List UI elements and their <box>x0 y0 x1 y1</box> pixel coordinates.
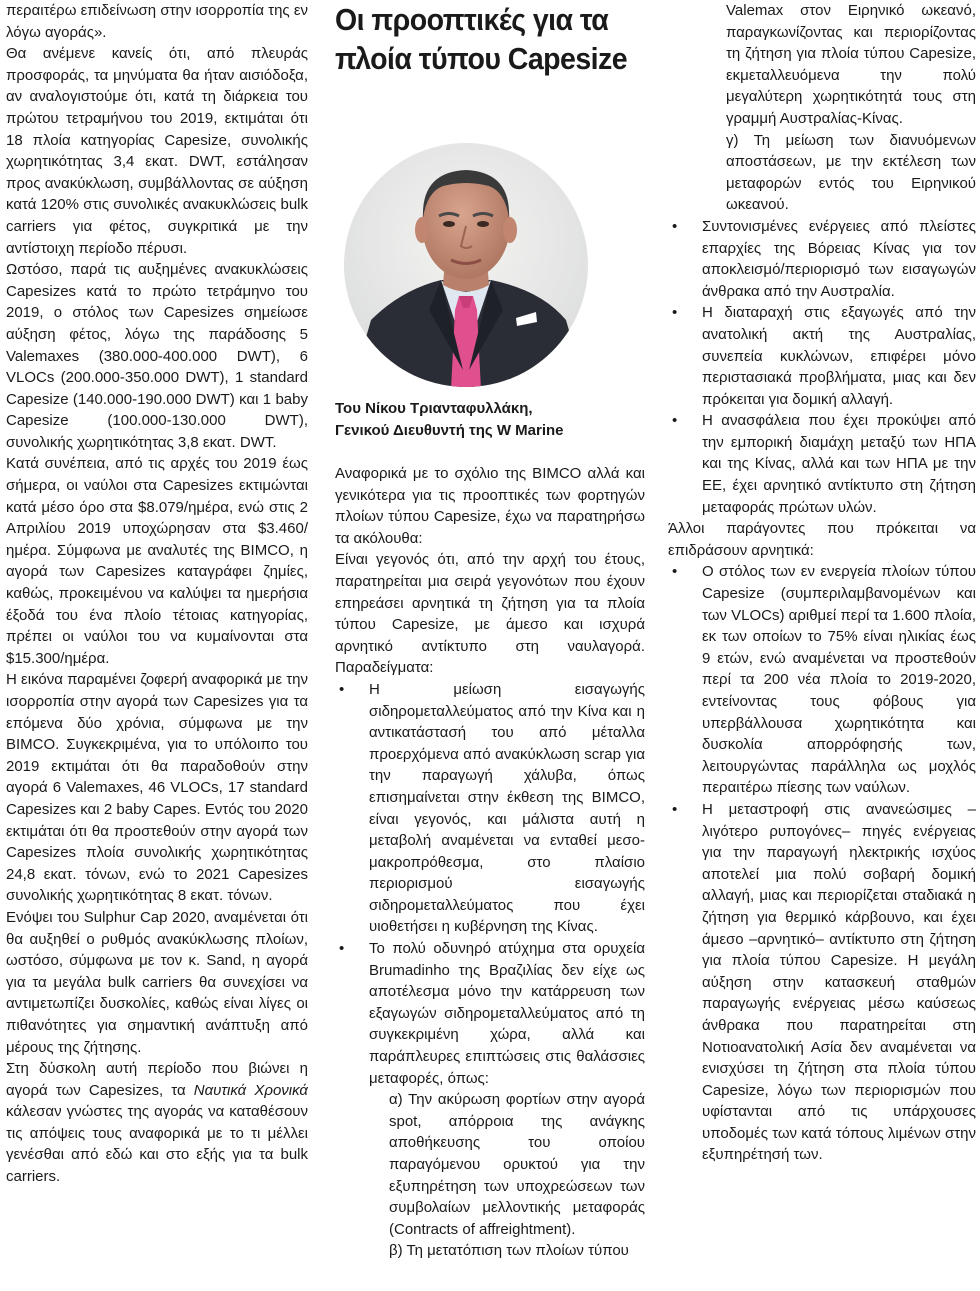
paragraph: Αναφορικά με το σχόλιο της BIMCO αλλά και γενικότερα για τις προοπτικές των φορτηγών πλοίων τύπου Capesize, έχω να παρατηρήσω τα ακόλουθα: <box>335 465 645 547</box>
paragraph: Είναι γεγονός ότι, από την αρχή του έτους, παρατηρείται μια σειρά γεγονότων που έχουν επηρεάσει αρνητικά τη ζήτηση για τα πλοία τύπου Capesize, με άμεσο και ισχυρά αρνητικό αντίκτυπο στη ναυλαγορά. Παραδείγματα: <box>335 551 645 677</box>
list-item: • Η μείωση εισαγωγής σιδηρομεταλλεύματος από την Κίνα και η αντικατάστασή του από μέταλλα προερχόμενα από ανακύκλωση scrap για την παραγωγή χάλυβα, όπως επισημαίνεται στην έκθεση της BIMCO, είναι γεγονός, και μάλιστα αυτή η μεταβολή αναμένεται να ενταθεί μεσο-μακροπρόθεσμα, στο πλαίσιο περιορισμού εισαγωγής σιδηρομεταλλεύματος που έχει υιοθετήσει η κυβέρνηση της Κίνας. <box>335 679 645 938</box>
bullet-list <box>668 561 976 1166</box>
sub-item <box>335 1240 645 1262</box>
paragraph: Ωστόσο, παρά τις αυξημένες ανακυκλώσεις Capesizes κατά το πρώτο τετράμηνο του 2019, ο στόλος των Capesizes σημείωσε αύξηση φέτος, λόγω της παράδοσης 5 Valemaxes (380.000-400.000 DWT), 6 VLOCs (200.000-350.000 DWT), 1 standard Capesize (140.000-190.000 DWT) και 1 baby Capesize (100.000-130.000 DWT), συνολικής χωρητικότητας 3,8 εκατ. DWT. <box>6 261 308 451</box>
list-item: • Η μεταστροφή στις ανανεώσιμες –λιγότερο ρυπογόνες– πηγές ενέργειας για την παραγωγή ηλεκτρικής ισχύος αποτελεί μια πολύ σοβαρή δομική αλλαγή, μιας και περιορίζεται σταδιακά η ζήτηση για θερμικό κάρβουνο, και έχει άμεσο –αρνητικό– αντίκτυπο στη ζήτηση για πλοία τύπου Capesize. Η μεγάλη αύξηση στην κατασκευή σταθμών παραγωγής ενέργειας μέσω καύσεως άνθρακα που παρατηρείται στη Νοτιοανατολική Ασία δεν αναμένεται να ενισχύσει τη ζήτηση στα πλοία τύπου Capesize, λόγω των περιορισμών που υφίστανται από τις υπάρχουσες υποδομές των κατά τόπους λιμένων στην εξυπηρέτησή των. <box>668 799 976 1166</box>
list-item: • Το πολύ οδυνηρό ατύχημα στα ορυχεία Brumadinho της Βραζιλίας δεν είχε ως αποτέλεσμα μόνο την κατάρρευση των εξαγωγών σιδηρομεταλλεύματος από τη συγκεκριμένη χώρα, αλλά και παράπλευρες επιπτώσεις στις θαλάσσιες μεταφορές, όπως: <box>335 938 645 1089</box>
paragraph: Κατά συνέπεια, από τις αρχές του 2019 έως σήμερα, οι ναύλοι στα Capesizes εκτιμώνται κατά μέσο όρο στα $8.079/ημέρα, ενώ στις 2 Απριλίου 2019 υποχώρησαν στα $3.460/ημέρα. Σύμφωνα με αναλυτές της BIMCO, η αγορά των Capesizes καταγράφει ζημίες, καθώς, προκειμένου να καλύψει τα ημερήσια έξοδά του ένα πλοίο τέτοιας κατηγορίας, πρέπει οι ναύλοι του να κυμαίνονται στα $15.300/ημέρα. <box>6 455 308 667</box>
list-item: • Η ανασφάλεια που έχει προκύψει από την εμπορική διαμάχη μεταξύ των ΗΠΑ και της Κίνας, αλλά και των ΗΠΑ με την ΕΕ, έχει αρνητικό αντίκτυπο στη ζήτηση μεταφοράς πρώτων υλών. <box>668 410 976 518</box>
sub-item-text: α) Την ακύρωση φορτίων στην αγορά spot, απόρροια της ανάγκης αποθήκευσης του οποίου παραγόμενου ορυκτού για την εξυπηρέτηση των υποχρεώσεων των συμβολαίων μελλοντικής μεταφοράς (Contracts of affreightment). <box>389 1091 645 1238</box>
byline <box>335 398 645 441</box>
paragraph: Άλλοι παράγοντες που πρόκειται να επιδράσουν αρνητικά: <box>668 520 976 559</box>
article-body-middle <box>335 463 645 1262</box>
bullet-list <box>668 216 976 518</box>
paragraph: Ενόψει του Sulphur Cap 2020, αναμένεται ότι θα αυξηθεί ο ρυθμός ανακύκλωσης πλοίων, ωστόσο, σύμφωνα με τον κ. Sand, η αγορά για τα μεγάλα bulk carriers θα συνεχίσει να αντιμετωπίζει δυσκολίες, καθώς είναι λίγες οι πιθανότητες για σημαντική ανάπτυξη από μέρους της ζήτησης. <box>6 908 308 1056</box>
text-run: Στη δύσκολη αυτή περίοδο που βιώνει η αγορά των Capesizes, τα <box>6 1060 308 1099</box>
sub-item <box>335 1089 645 1240</box>
paragraph <box>6 1058 308 1188</box>
portrait-image <box>341 140 591 390</box>
paragraph: Η εικόνα παραμένει ζοφερή αναφορικά με την ισορροπία στην αγορά των Capesizes για τα επόμενα δύο χρόνια, σύμφωνα με την BIMCO. Συγκεκριμένα, για το υπόλοιπο του 2019 εκτιμάται ότι θα παραδοθούν στην αγορά 6 Valemaxes, 46 VLOCs, 17 standard Capesizes και 2 baby Capes. Εντός του 2020 εκτιμάται ότι θα προστεθούν στην αγορά των Capesizes πλοία συνολικής χωρητικότητας 24,8 εκατ. τόνων, ενώ το 2021 Capesizes συνολικής χωρητικότητας 8 εκατ. τόνων. <box>6 671 308 905</box>
column-middle <box>335 0 645 78</box>
column-right <box>668 0 976 1166</box>
text-run: κάλεσαν γνώστες της αγοράς να καταθέσουν τις απόψεις τους αναφορικά με το τι μέλλει γενέσθαι από εδώ και στο εξής για τα bulk carriers. <box>6 1103 308 1186</box>
sub-item: γ) Τη μείωση των διανυόμενων αποστάσεων, με την εκτέλεση των μεταφορών εντός του Ειρηνικού ωκεανού. <box>726 131 976 214</box>
paragraph: περαιτέρω επιδείνωση στην ισορροπία της εν λόγω αγοράς». <box>6 2 309 41</box>
sub-item-text: β) Τη μετατόπιση των πλοίων τύπου <box>389 1242 629 1260</box>
article-headline: Οι προοπτικές για τα πλοία τύπου Capesize <box>335 2 628 76</box>
bullet-list <box>335 679 645 1089</box>
sub-item-continued: Valemax στον Ειρηνικό ωκεανό, παραγκωνίζοντας και περιορίζοντας τη ζήτηση για πλοία τύπου Capesize, εκμεταλλευόμενα την πολύ μεγαλύτερη χωρητικότητά τους στη γραμμή Αυστραλίας-Κίνας. <box>726 2 976 127</box>
list-item: • Η διαταραχή στις εξαγωγές από την ανατολική ακτή της Αυστραλίας, συνεπεία κυκλώνων, επιφέρει μόνο περιστασιακά προβλήματα, μιας και δεν πρόκειται για δομική αλλαγή. <box>668 302 976 410</box>
publication-name: Ναυτικά Χρονικά <box>193 1081 308 1099</box>
list-item: • Συντονισμένες ενέργειες από πλείστες επαρχίες της Βόρειας Κίνας για τον αποκλεισμό/περιορισμό των εισαγωγών άνθρακα από την Αυστραλία. <box>668 216 976 302</box>
author-portrait <box>341 140 591 390</box>
paragraph: Θα ανέμενε κανείς ότι, από πλευράς προσφοράς, τα μηνύματα θα ήταν αισιόδοξα, αν αναλογιστούμε ότι, κατά τη διάρκεια του πρώτου τετραμήνου του 2019, εκτιμάται ότι 18 πλοία κατηγορίας Capesize, συνολικής χωρητικότητας 3,4 εκατ. DWT, εστάλησαν προς ανακύκλωση, συμβάλλοντας σε αύξηση κατά 120% στις συνολικές ανακυκλώσεις bulk carriers για φέτος, συγκριτικά με την αντίστοιχη περίοδο πέρυσι. <box>6 45 308 257</box>
column-left <box>6 0 308 1188</box>
byline-title: Γενικού Διευθυντή της W Marine <box>335 421 564 439</box>
list-item: • Ο στόλος των εν ενεργεία πλοίων τύπου Capesize (συμπεριλαμβανομένων και των VLOCs) αριθμεί περί τα 1.600 πλοία, εκ των οποίων το 75% είναι ηλικίας έως 9 ετών, ενώ αναμένεται να προστεθούν περί τα 200 νέα πλοία το 2019-2020, εντείνοντας τους φόβους για υπερβάλλουσα χωρητικότητα και δυσκολία απορρόφησής των, λειτουργώντας παράλληλα ως μοχλός περαιτέρω πίεσης των ναύλων. <box>668 561 976 799</box>
byline-author: Του Νίκου Τριανταφυλλάκη, <box>335 400 533 417</box>
